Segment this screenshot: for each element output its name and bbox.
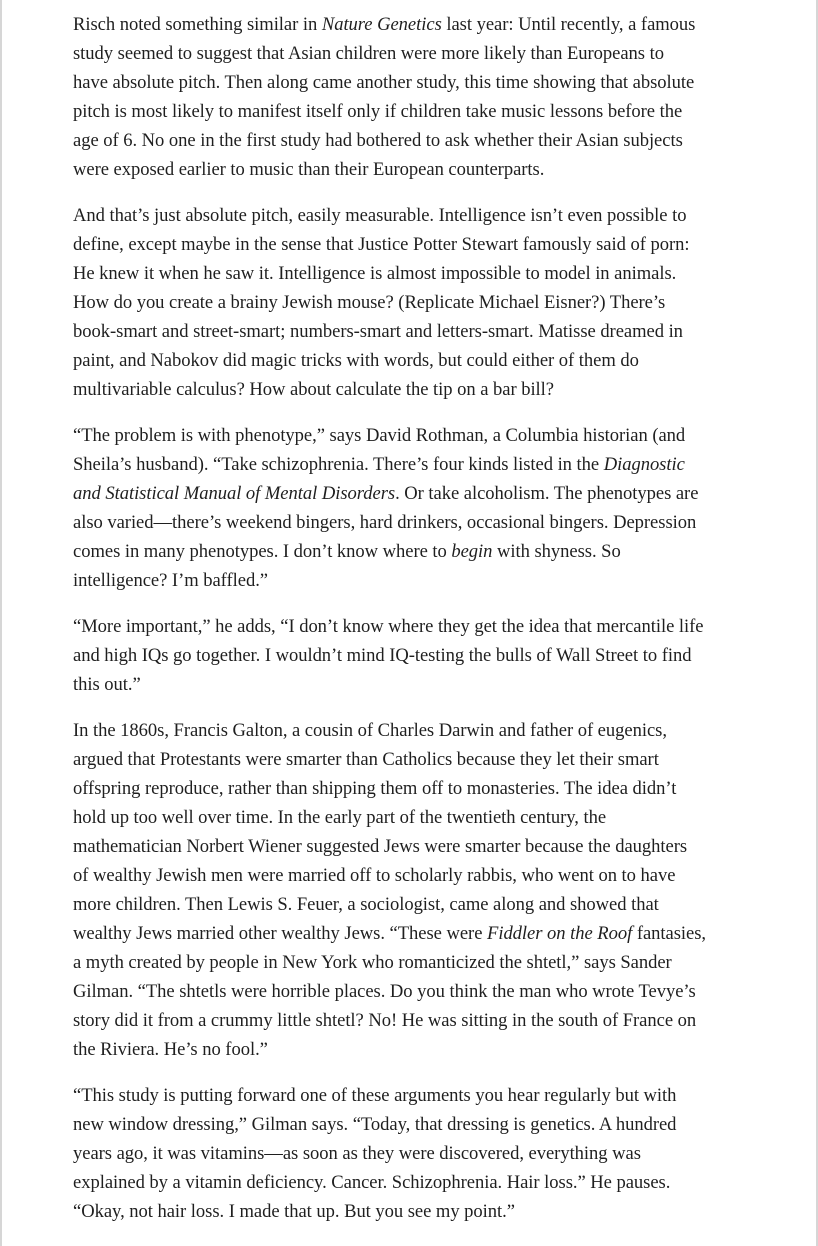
text-line: [73, 10, 763, 39]
text-line: [73, 97, 763, 126]
text-segment: story did it from a crummy little shtetl? No! He was sitting in the south of France on: [73, 1010, 697, 1031]
text-line: [73, 39, 763, 68]
text-segment: years ago, it was vitamins—as soon as they were discovered, everything was: [73, 1143, 641, 1164]
text-line: [73, 201, 763, 230]
text-line: [73, 1168, 763, 1197]
text-segment: last year: Until recently, a famous: [441, 14, 696, 35]
text-line: [73, 612, 763, 641]
text-line: [73, 259, 763, 288]
text-line: [73, 508, 763, 537]
text-line: [73, 566, 763, 595]
article-paragraph-1: [73, 10, 763, 184]
text-line: [73, 803, 763, 832]
text-line: [73, 421, 763, 450]
text-segment: “The problem is with phenotype,” says David Rothman, a Columbia historian (and: [73, 425, 686, 446]
text-segment: argued that Protestants were smarter than Catholics because they let their smart: [73, 749, 659, 770]
text-line: [73, 155, 763, 184]
text-line: [73, 832, 763, 861]
text-line: [73, 745, 763, 774]
text-segment: hold up too well over time. In the early part of the twentieth century, the: [73, 807, 607, 828]
text-segment: offspring reproduce, rather than shipping them off to monasteries. The idea didn’t: [73, 778, 677, 799]
text-segment: the Riviera. He’s no fool.”: [73, 1039, 268, 1060]
text-line: [73, 861, 763, 890]
text-segment: And that’s just absolute pitch, easily measurable. Intelligence isn’t even possible to: [73, 205, 687, 226]
text-segment: book-smart and street-smart; numbers-smart and letters-smart. Matisse dreamed in: [73, 321, 683, 342]
text-line: [73, 230, 763, 259]
text-segment: explained by a vitamin deficiency. Cancer. Schizophrenia. Hair loss.” He pauses.: [73, 1172, 671, 1193]
text-line: [73, 1139, 763, 1168]
text-line: [73, 641, 763, 670]
text-line: [73, 126, 763, 155]
italic-text: Diagnostic: [603, 454, 685, 475]
text-segment: were exposed earlier to music than their European counterparts.: [73, 159, 545, 180]
text-segment: age of 6. No one in the first study had bothered to ask whether their Asian subjects: [73, 130, 683, 151]
article-paragraph-6: [73, 1081, 763, 1226]
text-segment: . Or take alcoholism. The phenotypes are: [395, 483, 699, 504]
text-segment: new window dressing,” Gilman says. “Today, that dressing is genetics. A hundred: [73, 1114, 677, 1135]
text-line: [73, 317, 763, 346]
text-line: [73, 68, 763, 97]
text-segment: this out.”: [73, 674, 141, 695]
italic-text: Fiddler on the Roof: [487, 923, 633, 944]
text-line: [73, 977, 763, 1006]
text-segment: study seemed to suggest that Asian children were more likely than Europeans to: [73, 43, 664, 64]
text-segment: multivariable calculus? How about calculate the tip on a bar bill?: [73, 379, 554, 400]
text-segment: with shyness. So: [492, 541, 621, 562]
italic-text: Nature Genetics: [321, 14, 442, 35]
text-line: [73, 670, 763, 699]
text-line: [73, 716, 763, 745]
text-line: [73, 1006, 763, 1035]
text-segment: “Okay, not hair loss. I made that up. But you see my point.”: [73, 1201, 515, 1222]
text-line: [73, 375, 763, 404]
article-paragraph-3: [73, 421, 763, 595]
text-segment: How do you create a brainy Jewish mouse? (Replicate Michael Eisner?) There’s: [73, 292, 666, 313]
text-segment: fantasies,: [632, 923, 707, 944]
text-segment: He knew it when he saw it. Intelligence is almost impossible to model in animals.: [73, 263, 677, 284]
text-segment: In the 1860s, Francis Galton, a cousin of Charles Darwin and father of eugenics,: [73, 720, 667, 741]
text-line: [73, 479, 763, 508]
text-segment: have absolute pitch. Then along came another study, this time showing that absolute: [73, 72, 695, 93]
text-segment: mathematician Norbert Wiener suggested Jews were smarter because the daughters: [73, 836, 688, 857]
text-segment: pitch is most likely to manifest itself only if children take music lessons before the: [73, 101, 683, 122]
page-left-border: [0, 0, 2, 1246]
text-line: [73, 919, 763, 948]
text-segment: define, except maybe in the sense that Justice Potter Stewart famously said of porn:: [73, 234, 690, 255]
text-line: [73, 774, 763, 803]
text-segment: Gilman. “The shtetls were horrible places. Do you think the man who wrote Tevye’s: [73, 981, 696, 1002]
article-paragraph-5: [73, 716, 763, 1064]
text-segment: “This study is putting forward one of these arguments you hear regularly but with: [73, 1085, 677, 1106]
article-paragraph-4: [73, 612, 763, 699]
text-segment: intelligence? I’m baffled.”: [73, 570, 268, 591]
text-line: [73, 450, 763, 479]
text-segment: Risch noted something similar in: [73, 14, 322, 35]
text-line: [73, 890, 763, 919]
text-line: [73, 346, 763, 375]
italic-text: begin: [451, 541, 493, 562]
text-segment: more children. Then Lewis S. Feuer, a sociologist, came along and showed that: [73, 894, 659, 915]
text-line: [73, 1110, 763, 1139]
text-line: [73, 948, 763, 977]
text-line: [73, 1035, 763, 1064]
text-segment: also varied—there’s weekend bingers, hard drinkers, occasional bingers. Depression: [73, 512, 697, 533]
text-segment: and high IQs go together. I wouldn’t mind IQ-testing the bulls of Wall Street to find: [73, 645, 692, 666]
text-line: [73, 1081, 763, 1110]
text-line: [73, 288, 763, 317]
italic-text: and Statistical Manual of Mental Disorders: [73, 483, 396, 504]
text-segment: wealthy Jews married other wealthy Jews. “These were: [73, 923, 488, 944]
text-line: [73, 537, 763, 566]
text-segment: “More important,” he adds, “I don’t know where they get the idea that mercantile life: [73, 616, 704, 637]
text-segment: of wealthy Jewish men were married off to scholarly rabbis, who went on to have: [73, 865, 676, 886]
text-segment: comes in many phenotypes. I don’t know where to: [73, 541, 452, 562]
text-segment: paint, and Nabokov did magic tricks with words, but could either of them do: [73, 350, 639, 371]
text-line: [73, 1197, 763, 1226]
article-body: [73, 10, 763, 1243]
article-paragraph-2: [73, 201, 763, 404]
text-segment: Sheila’s husband). “Take schizophrenia. There’s four kinds listed in the: [73, 454, 604, 475]
text-segment: a myth created by people in New York who romanticized the shtetl,” says Sander: [73, 952, 672, 973]
